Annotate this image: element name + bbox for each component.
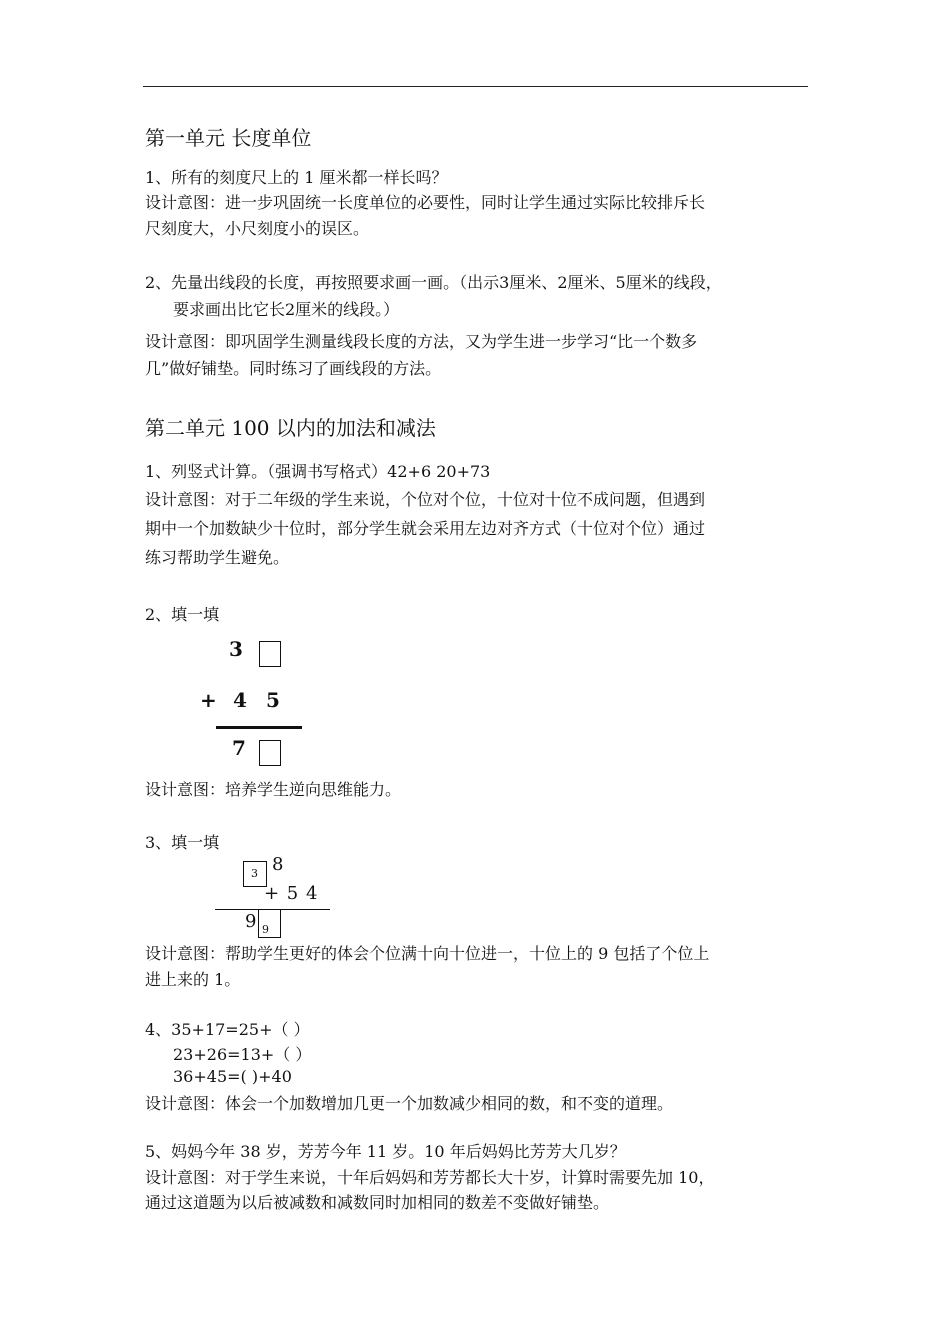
q3-box-bottom <box>258 910 281 938</box>
unit2-q1: 1、列竖式计算。（强调书写格式）42+6 20+73 <box>145 462 491 481</box>
unit2-q3-intent-line2: 进上来的 1。 <box>145 970 241 989</box>
unit2-q3-intent-line1: 设计意图：帮助学生更好的体会个位满十向十位进一，十位上的 9 包括了个位上 <box>145 944 710 963</box>
unit1-q1: 1、所有的刻度尺上的 1 厘米都一样长吗？ <box>145 168 448 187</box>
q3-result-digit: 9 <box>245 911 257 932</box>
header-rule <box>143 86 808 87</box>
unit2-q4-intent: 设计意图：体会一个加数增加几更一个加数减少相同的数，和不变的道理。 <box>145 1094 674 1113</box>
unit2-q5: 5、妈妈今年 38 岁，芳芳今年 11 岁。10 年后妈妈比芳芳大几岁？ <box>145 1142 626 1161</box>
unit2-q4-line3: 36+45=( )+40 <box>173 1067 292 1086</box>
unit2-q5-intent-line2: 通过这道题为以后被减数和减数同时加相同的数差不变做好铺垫。 <box>145 1193 610 1212</box>
unit1-q2-line1: 2、先量出线段的长度，再按照要求画一画。（出示3厘米、2厘米、5厘米的线段， <box>145 273 722 292</box>
unit1-q2-intent-line2: 几”做好铺垫。同时练习了画线段的方法。 <box>145 359 442 378</box>
q2-answer-box-top[interactable] <box>259 641 281 667</box>
q2-mid-digit-1: 4 <box>233 688 247 712</box>
q2-top-digit: 3 <box>229 637 243 661</box>
q3-top-digit: 8 <box>272 854 284 875</box>
unit1-q1-intent-line2: 尺刻度大，小尺刻度小的误区。 <box>145 219 370 238</box>
unit2-q1-intent-line1: 设计意图：对于二年级的学生来说，个位对个位，十位对十位不成问题，但遇到 <box>145 490 706 509</box>
unit2-q4-line2: 23+26=13+（ ） <box>173 1045 312 1064</box>
q3-box-top-digit: 3 <box>251 867 258 880</box>
q2-answer-box-bottom[interactable] <box>259 740 281 766</box>
q2-mid-digit-2: 5 <box>266 688 280 712</box>
unit2-title: 第二单元 100 以内的加法和减法 <box>145 416 436 440</box>
unit1-q2-line2: 要求画出比它长2厘米的线段。） <box>173 300 400 319</box>
q3-mid-row: + 5 4 <box>264 883 319 904</box>
q2-sum-line <box>216 726 302 729</box>
unit1-q2-intent-line1: 设计意图：即巩固学生测量线段长度的方法，又为学生进一步学习“比一个数多 <box>145 332 698 351</box>
unit2-q3-label: 3、填一填 <box>145 833 220 852</box>
unit2-q1-intent-line2: 期中一个加数缺少十位时，部分学生就会采用左边对齐方式（十位对个位）通过 <box>145 519 706 538</box>
unit2-q2-label: 2、填一填 <box>145 605 220 624</box>
q2-result-digit: 7 <box>232 736 246 760</box>
unit2-q2-intent: 设计意图：培养学生逆向思维能力。 <box>145 780 402 799</box>
unit1-title: 第一单元 长度单位 <box>145 126 312 150</box>
unit2-q1-intent-line3: 练习帮助学生避免。 <box>145 548 290 567</box>
unit2-q5-intent-line1: 设计意图：对于学生来说，十年后妈妈和芳芳都长大十岁，计算时需要先加 10， <box>145 1168 715 1187</box>
q2-plus-sign: + <box>200 688 217 712</box>
unit1-q1-intent-line1: 设计意图：进一步巩固统一长度单位的必要性，同时让学生通过实际比较排斥长 <box>145 193 706 212</box>
unit2-q4-line1: 4、35+17=25+（ ） <box>145 1020 310 1039</box>
q3-box-bottom-digit: 9 <box>262 923 269 936</box>
